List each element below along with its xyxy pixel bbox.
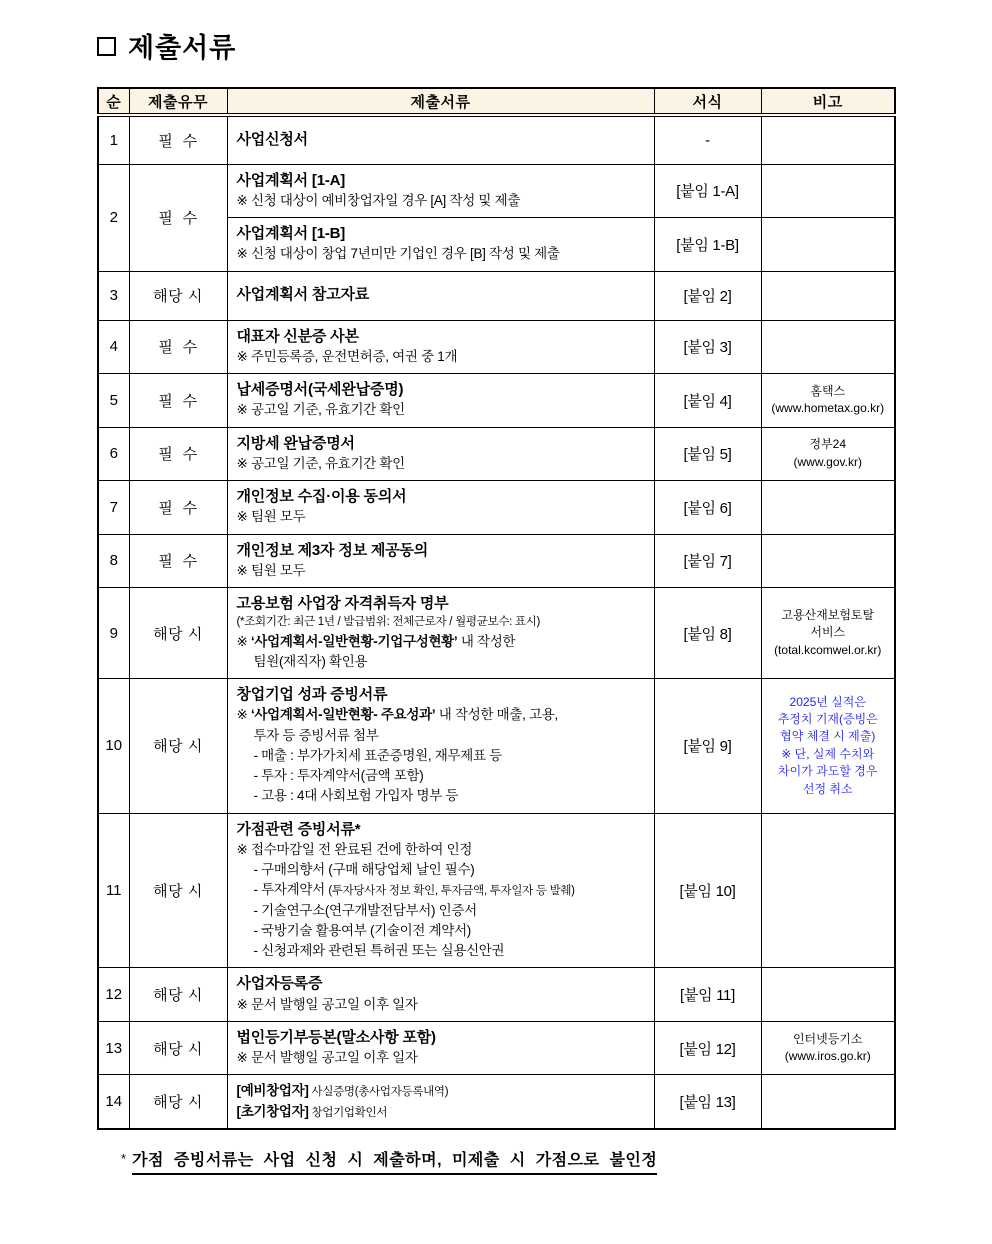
document-detail-line: [초기창업자] 창업기업확인서 xyxy=(236,1103,388,1119)
cell-order-number: 9 xyxy=(98,588,129,679)
table-row xyxy=(98,164,895,218)
note-line: (total.kcomwel.or.kr) xyxy=(774,642,882,657)
cell-form-reference: [붙임 4] xyxy=(654,374,761,428)
cell-note xyxy=(761,218,895,272)
cell-order-number: 5 xyxy=(98,374,129,428)
note-line: 2025년 실적은 xyxy=(789,694,866,709)
table-row xyxy=(98,534,895,588)
cell-requirement: 해당 시 xyxy=(129,1021,227,1075)
cell-form-reference: [붙임 13] xyxy=(654,1075,761,1129)
cell-document xyxy=(227,813,654,968)
cell-requirement: 필 수 xyxy=(129,115,227,164)
table-row xyxy=(98,813,895,968)
cell-order-number: 10 xyxy=(98,679,129,814)
note-line: (www.hometax.go.kr) xyxy=(771,401,885,416)
cell-note xyxy=(761,481,895,535)
document-detail-line: ※ 팀원 모두 xyxy=(236,509,306,525)
note-line: 고용산재보험토탈 xyxy=(781,607,875,622)
column-header: 제출유무 xyxy=(129,88,227,115)
cell-requirement: 해당 시 xyxy=(129,1075,227,1129)
note-line: (www.iros.go.kr) xyxy=(784,1049,871,1063)
note-line: 서비스 xyxy=(810,625,846,640)
table-row xyxy=(98,1075,895,1129)
document-title: 고용보험 사업장 자격취득자 명부 xyxy=(236,595,449,612)
document-title: 사업신청서 xyxy=(236,131,308,149)
cell-form-reference: [붙임 12] xyxy=(654,1021,761,1075)
document-title: 법인등기부등본(말소사항 포함) xyxy=(236,1028,436,1046)
cell-requirement: 필 수 xyxy=(129,427,227,481)
cell-requirement: 필 수 xyxy=(129,164,227,271)
header-row xyxy=(98,88,895,115)
cell-order-number: 13 xyxy=(98,1021,129,1075)
cell-requirement: 필 수 xyxy=(129,320,227,374)
document-detail-line: - 기술연구소(연구개발전담부서) 인증서 xyxy=(253,902,477,918)
cell-order-number: 8 xyxy=(98,534,129,588)
document-detail-line: ※ 접수마감일 전 완료된 건에 한하여 인정 xyxy=(236,841,473,857)
cell-form-reference: [붙임 6] xyxy=(654,481,761,535)
cell-order-number: 11 xyxy=(98,813,129,968)
document-detail-line: ※ 문서 발행일 공고일 이후 일자 xyxy=(236,996,418,1012)
column-header: 순 xyxy=(98,88,129,115)
document-detail-line: - 매출 : 부가가치세 표준증명원, 재무제표 등 xyxy=(253,747,502,763)
cell-requirement: 해당 시 xyxy=(129,679,227,814)
document-title: 개인정보 제3자 정보 제공동의 xyxy=(236,541,429,559)
cell-form-reference: [붙임 9] xyxy=(654,679,761,814)
checkbox-square-icon xyxy=(97,37,116,56)
cell-document xyxy=(227,588,654,679)
document-detail-line: ※ 신청 대상이 예비창업자일 경우 [A] 작성 및 제출 xyxy=(236,192,521,208)
table-row xyxy=(98,115,895,164)
cell-form-reference: [붙임 1-B] xyxy=(654,218,761,272)
footnote-text: 가점 증빙서류는 사업 신청 시 제출하며, 미제출 시 가점으로 불인정 xyxy=(132,1147,657,1175)
cell-document xyxy=(227,1075,654,1129)
cell-document xyxy=(227,115,654,164)
cell-form-reference: - xyxy=(654,115,761,164)
table-row xyxy=(98,271,895,320)
document-detail-line: - 투자계약서 (투자당사자 정보 확인, 투자금액, 투자일자 등 발췌) xyxy=(253,882,575,898)
document-title: 대표자 신분증 사본 xyxy=(236,327,359,345)
document-detail-line: - 신청과제와 관련된 특허권 또는 실용신안권 xyxy=(253,943,505,958)
cell-document xyxy=(227,1021,654,1075)
table-row xyxy=(98,427,895,481)
footnote-marker: * xyxy=(121,1150,127,1166)
cell-note xyxy=(761,588,895,679)
cell-form-reference: [붙임 10] xyxy=(654,813,761,968)
document-title: 지방세 완납증명서 xyxy=(236,434,355,452)
cell-document xyxy=(227,481,654,535)
document-detail-line: ※ ‘사업계획서-일반현황-기업구성현황’ 내 작성한 xyxy=(236,633,516,649)
document-title: 사업계획서 [1-B] xyxy=(236,225,346,242)
table-row xyxy=(98,679,895,814)
table-row xyxy=(98,320,895,374)
cell-note xyxy=(761,427,895,481)
cell-order-number: 6 xyxy=(98,427,129,481)
cell-requirement: 해당 시 xyxy=(129,813,227,968)
documents-table xyxy=(97,87,896,1130)
cell-document xyxy=(227,427,654,481)
cell-note xyxy=(761,374,895,428)
table-row xyxy=(98,481,895,535)
cell-requirement: 해당 시 xyxy=(129,588,227,679)
document-detail-line: - 고용 : 4대 사회보험 가입자 명부 등 xyxy=(253,788,459,804)
cell-document xyxy=(227,374,654,428)
note-line: 정부24 xyxy=(809,437,847,452)
cell-form-reference: [붙임 7] xyxy=(654,534,761,588)
cell-requirement: 필 수 xyxy=(129,374,227,428)
footnote xyxy=(121,1147,992,1175)
cell-document xyxy=(227,968,654,1022)
cell-form-reference: [붙임 2] xyxy=(654,271,761,320)
table-row xyxy=(98,1021,895,1075)
document-detail-line: ※ 주민등록증, 운전면허증, 여권 중 1개 xyxy=(236,348,458,364)
cell-order-number: 3 xyxy=(98,271,129,320)
cell-document xyxy=(227,534,654,588)
column-header: 서식 xyxy=(654,88,761,115)
cell-note xyxy=(761,115,895,164)
cell-order-number: 2 xyxy=(98,164,129,271)
cell-document xyxy=(227,218,654,272)
cell-requirement: 필 수 xyxy=(129,481,227,535)
page-title xyxy=(97,26,992,65)
cell-note xyxy=(761,271,895,320)
document-detail-line: ※ 공고일 기준, 유효기간 확인 xyxy=(236,402,405,418)
note-line: 인터넷등기소 xyxy=(792,1031,863,1046)
cell-note xyxy=(761,679,895,814)
table-row xyxy=(98,588,895,679)
document-detail-line: 팀원(재직자) 확인용 xyxy=(253,653,368,669)
cell-note xyxy=(761,320,895,374)
document-title: 사업계획서 [1-A] xyxy=(236,171,346,189)
cell-requirement: 필 수 xyxy=(129,534,227,588)
document-detail-line: ※ 문서 발행일 공고일 이후 일자 xyxy=(236,1050,418,1065)
document-detail-line: - 투자 : 투자계약서(금액 포함) xyxy=(253,768,424,783)
cell-order-number: 7 xyxy=(98,481,129,535)
note-line: 차이가 과도할 경우 xyxy=(778,764,878,779)
table-row xyxy=(98,374,895,428)
cell-form-reference: [붙임 5] xyxy=(654,427,761,481)
document-detail-line: 투자 등 증빙서류 첨부 xyxy=(253,727,379,743)
document-title: 개인정보 수집·이용 동의서 xyxy=(236,488,407,505)
cell-form-reference: [붙임 1-A] xyxy=(654,164,761,218)
note-line: 협약 체결 시 제출) xyxy=(780,729,876,744)
column-header: 제출서류 xyxy=(227,88,654,115)
document-title: 사업계획서 참고자료 xyxy=(236,286,370,304)
document-detail-line: (*조회기간: 최근 1년 / 발급범위: 전체근로자 / 월평균보수: 표시) xyxy=(236,616,541,629)
document-title: 납세증명서(국세완납증명) xyxy=(236,381,404,398)
document-title: 사업자등록증 xyxy=(236,975,323,993)
cell-order-number: 4 xyxy=(98,320,129,374)
note-line: 추정치 기재(증빙은 xyxy=(777,711,878,726)
cell-note xyxy=(761,534,895,588)
document-detail-line: ※ 신청 대상이 창업 7년미만 기업인 경우 [B] 작성 및 제출 xyxy=(236,246,560,262)
document-detail-line: ※ 팀원 모두 xyxy=(236,562,306,578)
cell-document xyxy=(227,164,654,218)
cell-order-number: 12 xyxy=(98,968,129,1022)
note-line: ※ 단, 실제 수치와 xyxy=(781,746,875,761)
note-line: (www.gov.kr) xyxy=(793,454,862,469)
cell-order-number: 14 xyxy=(98,1075,129,1129)
document-detail-line: ※ ‘사업계획서-일반현황- 주요성과’ 내 작성한 매출, 고용, xyxy=(236,707,558,723)
cell-note xyxy=(761,1021,895,1075)
table-row xyxy=(98,968,895,1022)
document-title: 가점관련 증빙서류* xyxy=(236,820,361,838)
page-title-text: 제출서류 xyxy=(128,33,237,63)
table-body xyxy=(98,115,895,1129)
cell-requirement: 해당 시 xyxy=(129,271,227,320)
cell-order-number: 1 xyxy=(98,115,129,164)
cell-requirement: 해당 시 xyxy=(129,968,227,1022)
cell-document xyxy=(227,679,654,814)
cell-note xyxy=(761,968,895,1022)
cell-form-reference: [붙임 11] xyxy=(654,968,761,1022)
document-title: 창업기업 성과 증빙서류 xyxy=(236,686,388,703)
cell-note xyxy=(761,164,895,218)
cell-form-reference: [붙임 8] xyxy=(654,588,761,679)
column-header: 비고 xyxy=(761,88,895,115)
cell-document xyxy=(227,271,654,320)
document-detail-line: ※ 공고일 기준, 유효기간 확인 xyxy=(236,455,405,471)
note-line: 홈택스 xyxy=(810,383,846,398)
cell-note xyxy=(761,1075,895,1129)
cell-note xyxy=(761,813,895,968)
cell-form-reference: [붙임 3] xyxy=(654,320,761,374)
document-detail-line: - 국방기술 활용여부 (기술이전 계약서) xyxy=(253,922,472,938)
note-line: 선정 취소 xyxy=(802,781,853,796)
document-detail-line: [예비창업자] 사실증명(총사업자등록내역) xyxy=(236,1083,449,1099)
document-detail-line: - 구매의향서 (구매 해당업체 날인 필수) xyxy=(253,862,475,877)
table-header xyxy=(98,88,895,115)
cell-document xyxy=(227,320,654,374)
